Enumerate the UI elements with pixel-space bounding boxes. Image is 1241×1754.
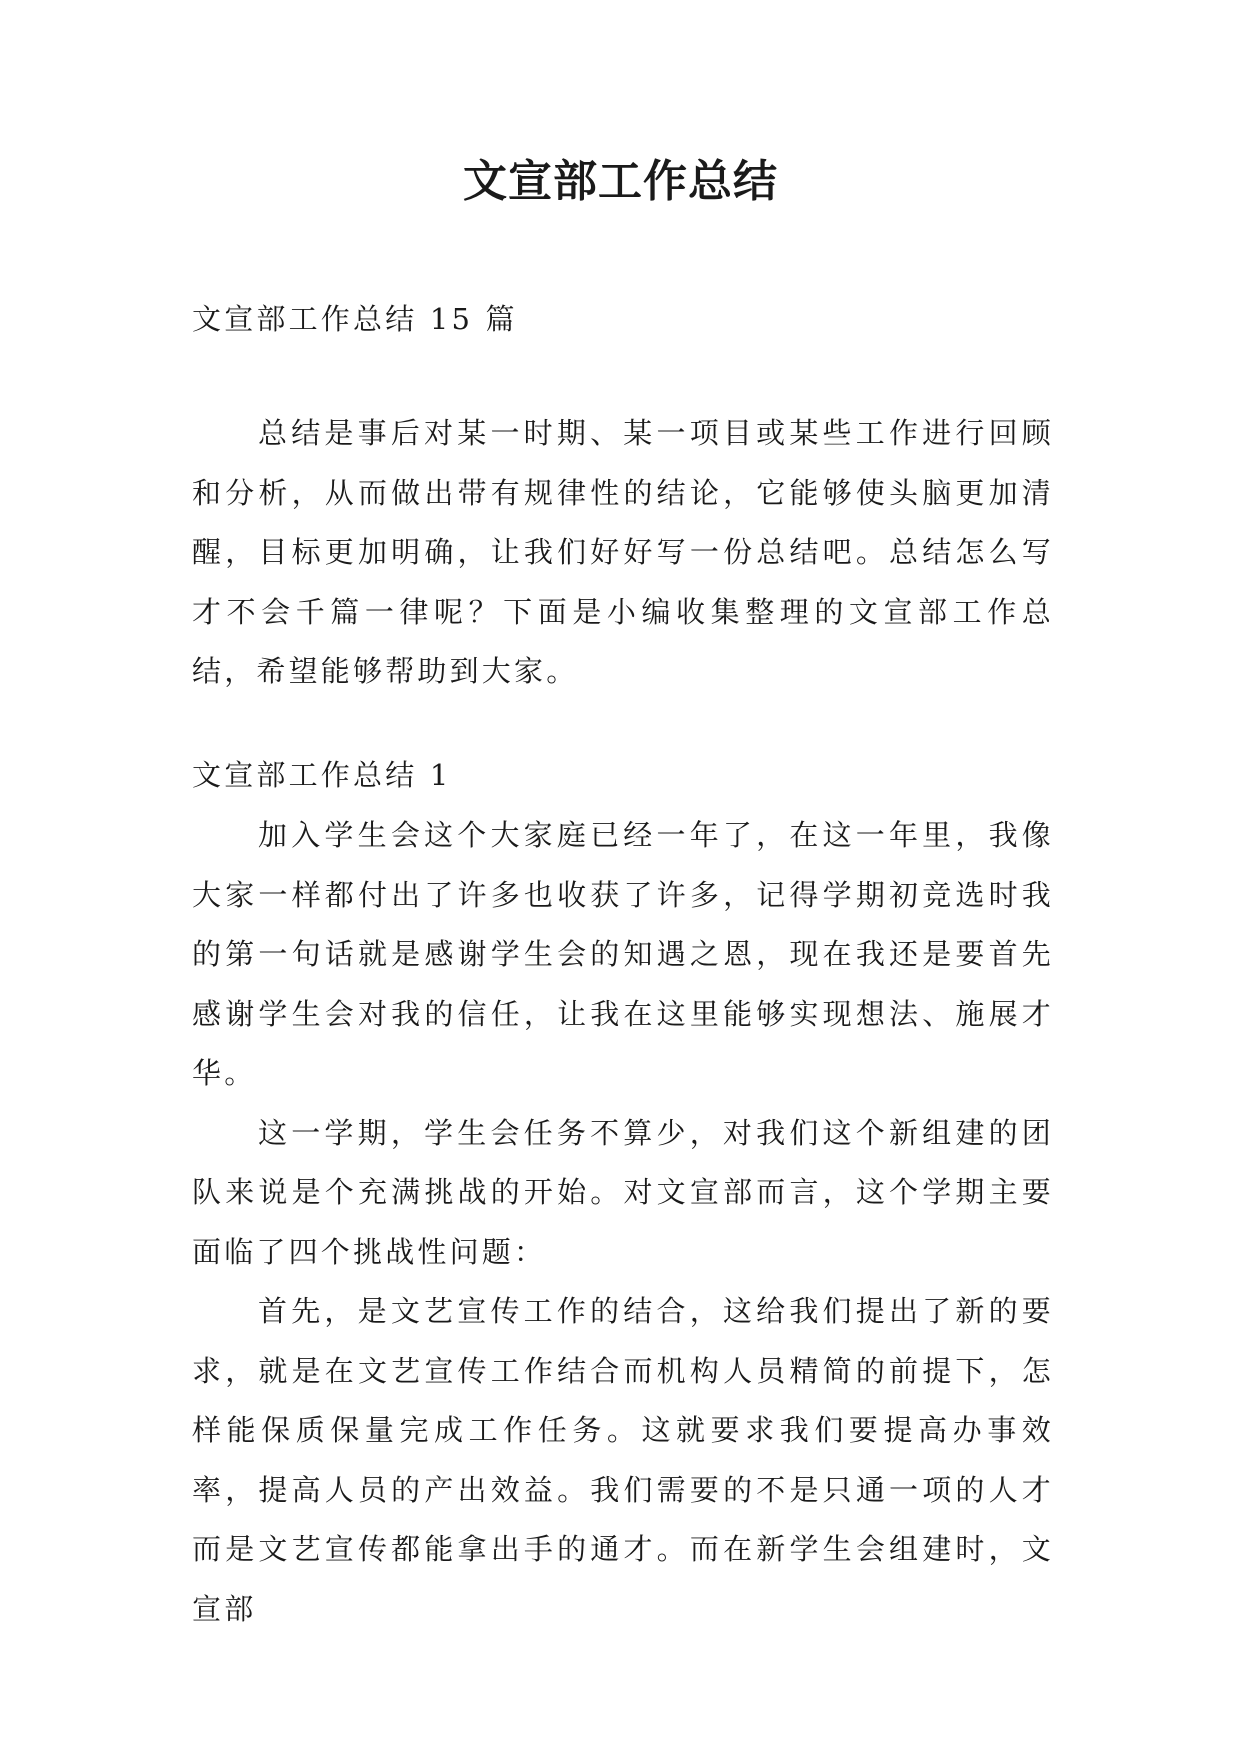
section-body: [192, 806, 1054, 1639]
body-paragraph: 这一学期，学生会任务不算少，对我们这个新组建的团队来说是个充满挑战的开始。对文宣部而言，这个学期主要面临了四个挑战性问题：: [192, 1115, 1054, 1269]
body-paragraph: 首先，是文艺宣传工作的结合，这给我们提出了新的要求，就是在文艺宣传工作结合而机构人员精简的前提下，怎样能保质保量完成工作任务。这就要求我们要提高办事效率，提高人员的产出效益。我们需要的不是只通一项的人才而是文艺宣传都能拿出手的通才。而在新学生会组建时，文宣部: [192, 1294, 1054, 1626]
document-title: 文宣部工作总结: [463, 156, 778, 207]
document-subtitle: 文宣部工作总结 15 篇: [192, 302, 518, 336]
intro-paragraph: 总结是事后对某一时期、某一项目或某些工作进行回顾和分析，从而做出带有规律性的结论，它能够使头脑更加清醒，目标更加明确，让我们好好写一份总结吧。总结怎么写才不会千篇一律呢？下面是小编收集整理的文宣部工作总结，希望能够帮助到大家。: [192, 416, 1054, 688]
section-heading: 文宣部工作总结 1: [192, 758, 452, 792]
body-paragraph: 加入学生会这个大家庭已经一年了，在这一年里，我像大家一样都付出了许多也收获了许多，记得学期初竞选时我的第一句话就是感谢学生会的知遇之恩，现在我还是要首先感谢学生会对我的信任，让我在这里能够实现想法、施展才华。: [192, 818, 1054, 1090]
